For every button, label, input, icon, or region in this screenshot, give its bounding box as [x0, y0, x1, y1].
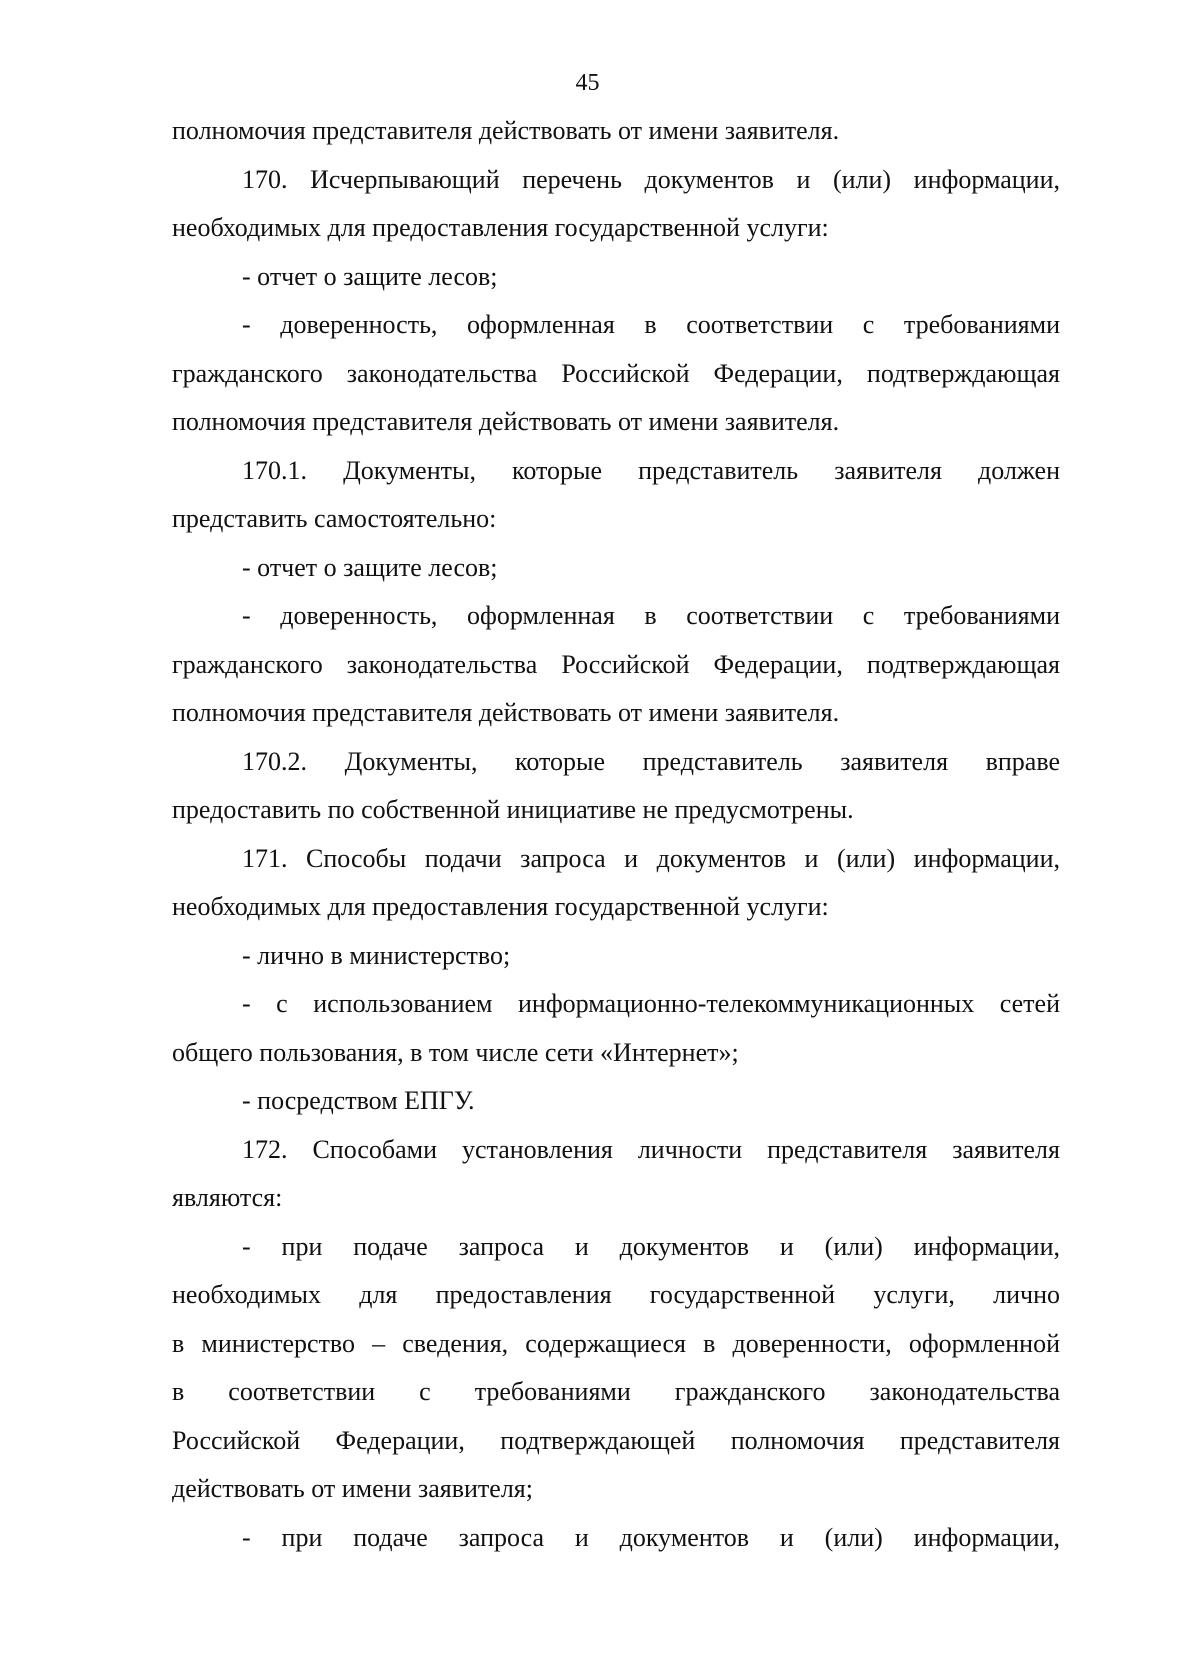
text-line: - с использованием информационно-телекоммуникационных сетей	[242, 991, 1060, 1018]
text-line: полномочия представителя действовать от имени заявителя.	[172, 407, 840, 436]
text-line: гражданского законодательства Российской Федерации, подтверждающая	[172, 360, 1060, 388]
text-line: необходимых для предоставления государственной услуги:	[172, 892, 829, 921]
text-line: 170.2. Документы, которые представитель заявителя вправе	[242, 748, 1060, 776]
page-number: 45	[575, 70, 600, 96]
text-line: - при подаче запроса и документов и (или) информации,	[242, 1524, 1060, 1552]
text-line: необходимых для предоставления государственной услуги:	[172, 213, 829, 242]
text-line: 170.1. Документы, которые представитель заявителя должен	[242, 457, 1060, 485]
text-line: в соответствии с требованиями гражданского законодательства	[172, 1379, 1060, 1406]
text-line: предоставить по собственной инициативе не предусмотрены.	[172, 795, 854, 824]
text-line: представить самостоятельно:	[172, 504, 497, 533]
text-line: - доверенность, оформленная в соответствии с требованиями	[242, 312, 1060, 339]
text-line: 172. Способами установления личности представителя заявителя	[242, 1136, 1060, 1164]
text-line: необходимых для предоставления государственной услуги, лично	[172, 1282, 1060, 1309]
text-line: - посредством ЕПГУ.	[242, 1086, 475, 1115]
text-line: 170. Исчерпывающий перечень документов и (или) информации,	[242, 166, 1060, 194]
text-line: являются:	[172, 1183, 283, 1212]
text-line: - отчет о защите лесов;	[242, 261, 498, 291]
text-line: Российской Федерации, подтверждающей полномочия представителя	[172, 1427, 1060, 1455]
text-line: - отчет о защите лесов;	[242, 552, 498, 582]
text-line: гражданского законодательства Российской Федерации, подтверждающая	[172, 651, 1060, 679]
text-line: - лично в министерство;	[242, 940, 511, 970]
text-line: в министерство – сведения, содержащиеся в доверенности, оформленной	[172, 1330, 1060, 1358]
document-body	[172, 118, 1060, 1573]
text-line: 171. Способы подачи запроса и документов и (или) информации,	[242, 845, 1060, 873]
text-line: полномочия представителя действовать от имени заявителя.	[172, 698, 840, 727]
text-line: общего пользования, в том числе сети «Интернет»;	[172, 1037, 739, 1067]
text-line: полномочия представителя действовать от имени заявителя.	[172, 116, 840, 145]
text-line: - доверенность, оформленная в соответствии с требованиями	[242, 603, 1060, 630]
text-line: - при подаче запроса и документов и (или) информации,	[242, 1233, 1060, 1261]
text-line: действовать от имени заявителя;	[172, 1474, 533, 1503]
